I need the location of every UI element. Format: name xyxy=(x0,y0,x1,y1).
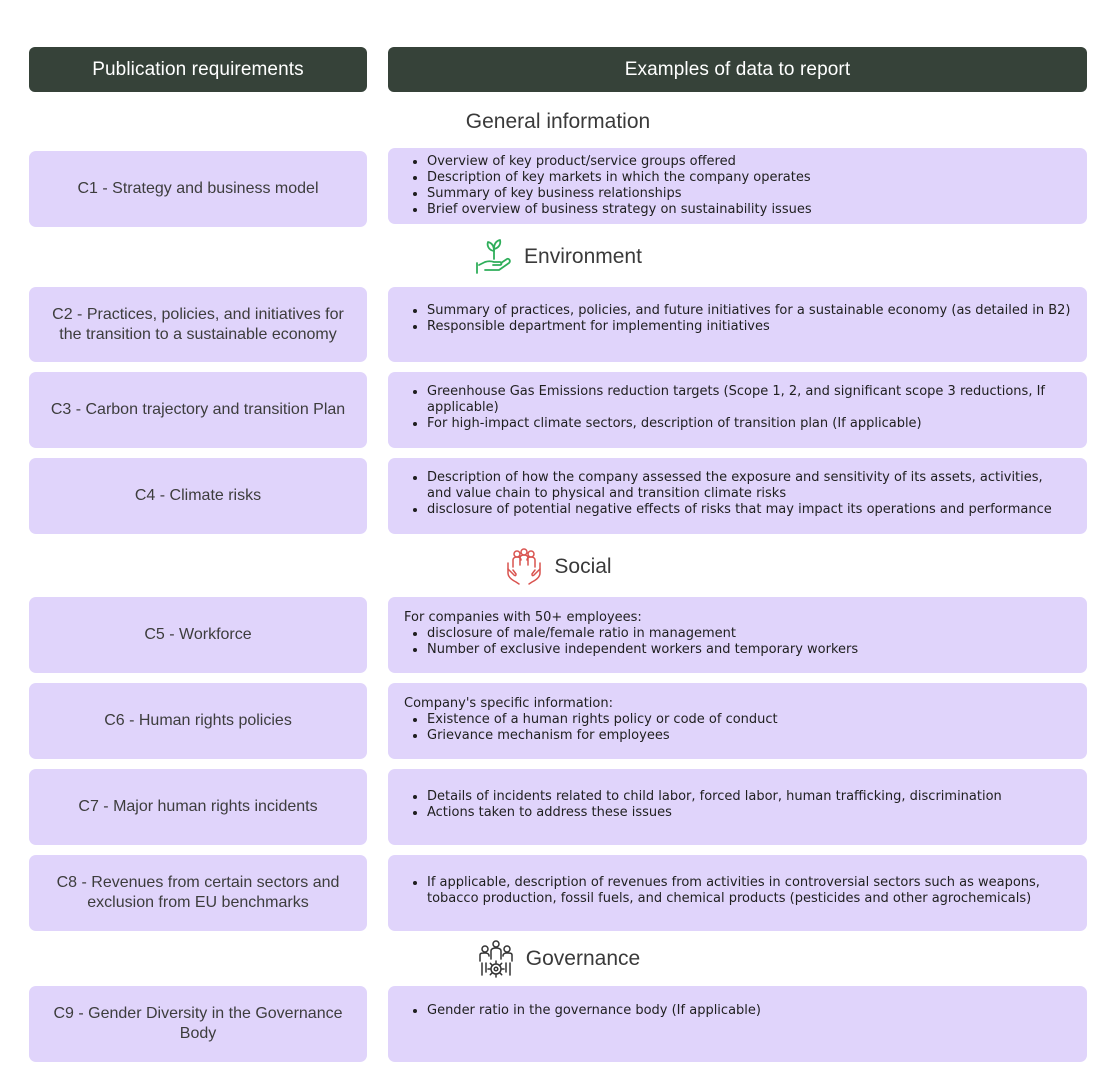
plant-in-hand-icon xyxy=(474,237,514,277)
bullet-item: • disclosure of male/female ratio in management xyxy=(427,626,1071,642)
bullet-item: • Number of exclusive independent workers and temporary workers xyxy=(427,642,1071,658)
examples-c1 xyxy=(388,148,1087,224)
bullet-item: • Summary of practices, policies, and future initiatives for a sustainable economy (as detailed in B2) xyxy=(427,303,1071,319)
header-publication-requirements xyxy=(29,47,367,92)
examples-intro: Company's specific information: xyxy=(404,696,613,711)
bullet-item: • Grievance mechanism for employees xyxy=(427,728,1071,744)
section-title: Social xyxy=(554,555,612,578)
requirement-c9 xyxy=(29,986,367,1062)
examples-c8 xyxy=(388,855,1087,931)
bullet-item: • Overview of key product/service groups offered xyxy=(427,154,1071,170)
requirement-label: C1 - Strategy and business model xyxy=(77,180,319,197)
requirement-c3 xyxy=(29,372,367,448)
requirement-label: C7 - Major human rights incidents xyxy=(78,798,318,815)
bullet-list xyxy=(404,789,1071,821)
requirement-label: C6 - Human rights policies xyxy=(104,712,292,729)
examples-c2 xyxy=(388,287,1087,362)
bullet-item: • Gender ratio in the governance body (If applicable) xyxy=(427,1003,1071,1019)
bullet-item: • Existence of a human rights policy or code of conduct xyxy=(427,712,1071,728)
requirement-c2 xyxy=(29,287,367,362)
examples-c7 xyxy=(388,769,1087,845)
bullet-list xyxy=(404,154,1071,218)
requirement-c7 xyxy=(29,769,367,845)
requirement-c8 xyxy=(29,855,367,931)
people-gear-icon xyxy=(476,939,516,979)
examples-c6 xyxy=(388,683,1087,759)
bullet-item: • disclosure of potential negative effects of risks that may impact its operations and performance xyxy=(427,502,1071,518)
requirement-label: C4 - Climate risks xyxy=(134,487,262,504)
requirement-label: C5 - Workforce xyxy=(144,626,252,643)
section-title: General information xyxy=(465,110,651,133)
requirement-label: C2 - Practices, policies, and initiatives for the transition to a sustainable economy xyxy=(52,305,344,343)
header-left-label: Publication requirements xyxy=(92,58,304,80)
section-general-information xyxy=(388,106,728,138)
bullet-item: • If applicable, description of revenues from activities in controversial sectors such as weapons, tobacco production, fossil fuels, and chemical products (pesticides and other agrochemicals) xyxy=(427,875,1071,907)
examples-c5 xyxy=(388,597,1087,673)
bullet-item: • Greenhouse Gas Emissions reduction targets (Scope 1, 2, and significant scope 3 reductions, If applicable) xyxy=(427,384,1071,416)
bullet-item: • Details of incidents related to child labor, forced labor, human trafficking, discrimination xyxy=(427,789,1071,805)
requirement-label: C9 - Gender Diversity in the Governance Body xyxy=(53,1005,343,1042)
header-right-label: Examples of data to report xyxy=(624,58,851,80)
examples-intro: For companies with 50+ employees: xyxy=(404,610,642,625)
section-title: Environment xyxy=(524,245,642,268)
bullet-item: • Description of how the company assessed the exposure and sensitivity of its assets, activities, and value chain to physical and transition climate risks xyxy=(427,470,1071,502)
bullet-item: • Brief overview of business strategy on sustainability issues xyxy=(427,202,1071,218)
header-examples-of-data xyxy=(388,47,1087,92)
bullet-list xyxy=(404,712,1071,744)
bullet-list xyxy=(404,303,1071,335)
bullet-list xyxy=(404,470,1071,518)
requirement-c4 xyxy=(29,458,367,534)
examples-c3 xyxy=(388,372,1087,448)
section-governance xyxy=(388,935,728,983)
bullet-item: • Actions taken to address these issues xyxy=(427,805,1071,821)
section-social xyxy=(388,545,728,589)
requirement-label: C8 - Revenues from certain sectors and exclusion from EU benchmarks xyxy=(56,874,340,911)
requirement-label: C3 - Carbon trajectory and transition Plan xyxy=(50,401,346,418)
bullet-list xyxy=(404,626,1071,658)
examples-c9 xyxy=(388,986,1087,1062)
bullet-item: • For high-impact climate sectors, description of transition plan (If applicable) xyxy=(427,416,1071,432)
bullet-item: • Summary of key business relationships xyxy=(427,186,1071,202)
section-title: Governance xyxy=(525,947,641,970)
bullet-item: • Description of key markets in which the company operates xyxy=(427,170,1071,186)
section-environment xyxy=(388,234,728,280)
bullet-item: • Responsible department for implementing initiatives xyxy=(427,319,1071,335)
bullet-list xyxy=(404,1003,1071,1019)
requirement-c5 xyxy=(29,597,367,673)
requirement-c6 xyxy=(29,683,367,759)
bullet-list xyxy=(404,875,1071,907)
requirement-c1 xyxy=(29,151,367,227)
examples-c4 xyxy=(388,458,1087,534)
people-in-hands-icon xyxy=(504,547,544,587)
bullet-list xyxy=(404,384,1071,432)
